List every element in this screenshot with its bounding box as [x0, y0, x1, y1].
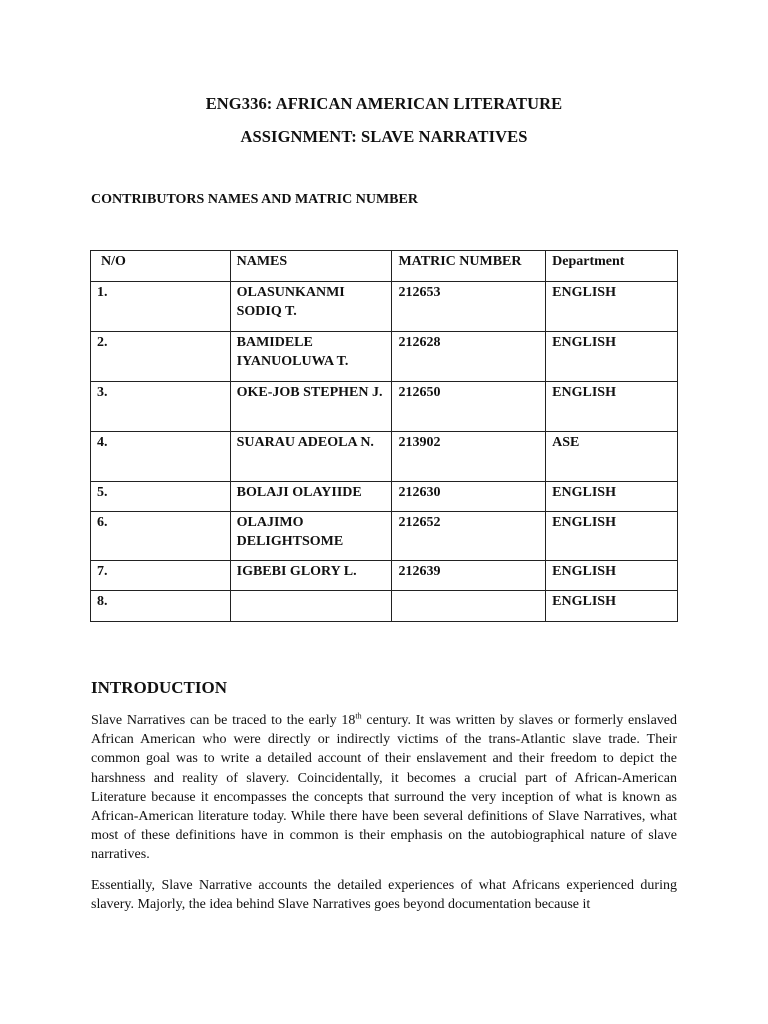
cell-department: ENGLISH — [546, 482, 678, 512]
introduction-heading: INTRODUCTION — [91, 678, 228, 697]
cell-matric: 213902 — [392, 432, 546, 482]
cell-name: BAMIDELE IYANUOLUWA T. — [230, 332, 392, 382]
column-header-no: N/O — [91, 251, 231, 282]
cell-matric: 212650 — [392, 382, 546, 432]
cell-department: ENGLISH — [546, 561, 678, 591]
cell-no: 1. — [91, 282, 231, 332]
paragraph-text: Slave Narratives can be traced to the early 18 — [91, 713, 356, 728]
introduction-paragraph-1 — [91, 711, 677, 865]
cell-name: OLASUNKANMI SODIQ T. — [230, 282, 392, 332]
cell-department: ENGLISH — [546, 382, 678, 432]
cell-name: BOLAJI OLAYIIDE — [230, 482, 392, 512]
cell-name: IGBEBI GLORY L. — [230, 561, 392, 591]
table-row — [91, 512, 678, 561]
cell-matric: 212653 — [392, 282, 546, 332]
column-header-department: Department — [546, 251, 678, 282]
cell-no: 3. — [91, 382, 231, 432]
cell-name: SUARAU ADEOLA N. — [230, 432, 392, 482]
cell-name: OKE-JOB STEPHEN J. — [230, 382, 392, 432]
cell-department: ENGLISH — [546, 512, 678, 561]
table-row — [91, 591, 678, 622]
cell-no: 4. — [91, 432, 231, 482]
table-row — [91, 432, 678, 482]
cell-matric — [392, 591, 546, 622]
table-row — [91, 332, 678, 382]
cell-matric: 212652 — [392, 512, 546, 561]
cell-no: 7. — [91, 561, 231, 591]
cell-matric: 212630 — [392, 482, 546, 512]
cell-matric: 212628 — [392, 332, 546, 382]
table-row — [91, 282, 678, 332]
paragraph-text: century. It was written by slaves or formerly enslaved African American who were directly or indirectly victims of the trans-Atlantic slave trade. Their common goal was to write a detailed account of their enslavement and their freedom to depict the harshness and reality of slavery. Coincidentally, it becomes a crucial part of African-American Literature because it encompasses the concepts that surround the very inception of what is known as African-American literature today. While there have been several definitions of Slave Narratives, what most of these definitions have in common is their emphasis on the autobiographical nature of slave narratives. — [91, 713, 677, 863]
cell-department: ENGLISH — [546, 282, 678, 332]
table-row — [91, 561, 678, 591]
introduction-paragraph-2: Essentially, Slave Narrative accounts the detailed experiences of what Africans experienced during slavery. Majorly, the idea behind Slave Narratives goes beyond documentation because it — [91, 878, 677, 913]
cell-no: 8. — [91, 591, 231, 622]
cell-name: OLAJIMO DELIGHTSOME — [230, 512, 392, 561]
table-row — [91, 482, 678, 512]
course-title: ENG336: AFRICAN AMERICAN LITERATURE — [205, 94, 563, 113]
ordinal-superscript: th — [355, 711, 362, 721]
column-header-names: NAMES — [230, 251, 392, 282]
column-header-matric: MATRIC NUMBER — [392, 251, 546, 282]
contributors-table — [90, 250, 678, 622]
cell-no: 5. — [91, 482, 231, 512]
assignment-title: ASSIGNMENT: SLAVE NARRATIVES — [240, 127, 528, 146]
cell-no: 6. — [91, 512, 231, 561]
contributors-heading: CONTRIBUTORS NAMES AND MATRIC NUMBER — [91, 192, 418, 207]
table-header-row — [91, 251, 678, 282]
cell-no: 2. — [91, 332, 231, 382]
cell-department: ENGLISH — [546, 591, 678, 622]
table-row — [91, 382, 678, 432]
cell-department: ASE — [546, 432, 678, 482]
cell-matric: 212639 — [392, 561, 546, 591]
cell-department: ENGLISH — [546, 332, 678, 382]
cell-name — [230, 591, 392, 622]
